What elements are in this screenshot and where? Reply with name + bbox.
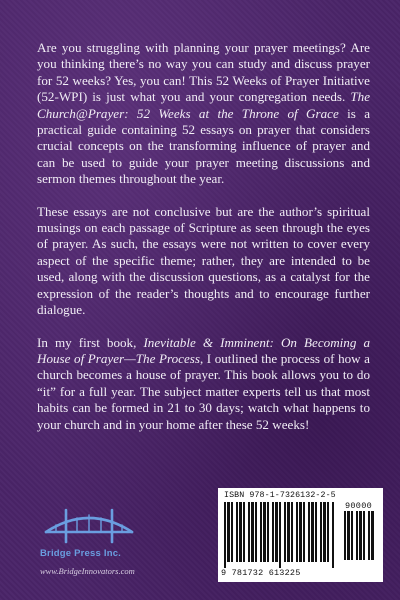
barcode-bar xyxy=(320,502,322,562)
barcode-bar xyxy=(279,502,281,568)
publisher-name: Bridge Press Inc. xyxy=(40,548,122,559)
barcode-bar xyxy=(224,502,226,568)
addon-barcode-bars xyxy=(342,511,378,566)
barcode-bar xyxy=(267,502,269,562)
blurb-text: is a practical guide containing 52 essays on prayer that considers crucial concepts on the transforming influence of prayer and can be used to guide your prayer meeting discussions and sermon themes throughout the year. xyxy=(37,105,371,187)
first-book-title-italic: Inevitable & Imminent: On Becoming a House of Prayer—The Process xyxy=(37,334,370,366)
publisher-website: www.BridgeInnovators.com xyxy=(40,566,135,576)
barcode-bar xyxy=(291,502,293,562)
blurb-paragraph-3 xyxy=(37,335,370,433)
barcode-bar xyxy=(308,502,310,562)
barcode-bar xyxy=(248,502,250,562)
price-code: 90000 xyxy=(345,501,373,511)
blurb-paragraph-1 xyxy=(37,40,370,188)
barcode-bar xyxy=(303,502,305,562)
barcode-bar xyxy=(243,502,245,562)
barcode-bar xyxy=(351,511,353,560)
barcode-bar xyxy=(363,511,365,560)
barcode-bar xyxy=(251,502,254,562)
isbn-barcode xyxy=(218,488,383,582)
barcode-bar xyxy=(275,502,278,562)
barcode-bar xyxy=(368,511,370,560)
barcode-bar xyxy=(315,502,317,562)
barcode-bar xyxy=(299,502,302,562)
blurb-text: Are you struggling with planning your prayer meetings? Are you thinking there’s no way you can study and discuss prayer for 52 weeks? Yes, you can! This 52 Weeks of Prayer Initiative (52-WPI) is just what you and your congregation needs. xyxy=(37,40,370,105)
barcode-bar xyxy=(272,502,274,562)
barcode-bar xyxy=(347,511,350,560)
barcode-bar xyxy=(344,511,346,560)
bridge-icon xyxy=(44,498,134,546)
back-cover-blurb xyxy=(37,40,370,449)
barcode-bar xyxy=(327,502,329,562)
barcode-digits: 9 781732 613225 xyxy=(221,568,301,578)
barcode-bar xyxy=(260,502,262,562)
barcode-bar xyxy=(227,502,230,562)
blurb-text: , I outlined the process of how a church becomes a house of prayer. This book allows you to do “it” for a full year. The subject matter experts tell us that most habits can be formed in 21 to 30 days; watch what happens to your church and in your home after these 52 weeks! xyxy=(37,350,370,432)
barcode-bar xyxy=(284,502,286,562)
barcode-bar xyxy=(239,502,242,562)
barcode-bar xyxy=(371,511,374,560)
book-title-italic: The Church@Prayer: 52 Weeks at the Throne of Grace xyxy=(37,89,370,121)
barcode-bar xyxy=(236,502,238,562)
barcode-bar xyxy=(296,502,298,562)
barcode-bar xyxy=(311,502,314,562)
barcode-bar xyxy=(359,511,362,560)
barcode-bar xyxy=(332,502,334,568)
barcode-bar xyxy=(255,502,257,562)
barcode-bar xyxy=(356,511,358,560)
blurb-paragraph-2: These essays are not conclusive but are the author’s spiritual musings on each passage of Scripture as seen through the eyes of prayer. As such, the essays were not written to cover every aspect of the specific theme; rather, they are intended to be used, along with the discussion questions, as a catalyst for the expression of the reader’s thoughts and to encourage further dialogue. xyxy=(37,203,370,318)
isbn-number: ISBN 978-1-7326132-2-5 xyxy=(224,491,336,500)
barcode-bar xyxy=(231,502,233,562)
ean-barcode-bars xyxy=(222,502,338,568)
blurb-text: In my first book, xyxy=(37,334,144,350)
publisher-logo xyxy=(40,498,140,559)
barcode-bar xyxy=(263,502,266,562)
barcode-bar xyxy=(323,502,326,562)
barcode-bar xyxy=(287,502,290,562)
